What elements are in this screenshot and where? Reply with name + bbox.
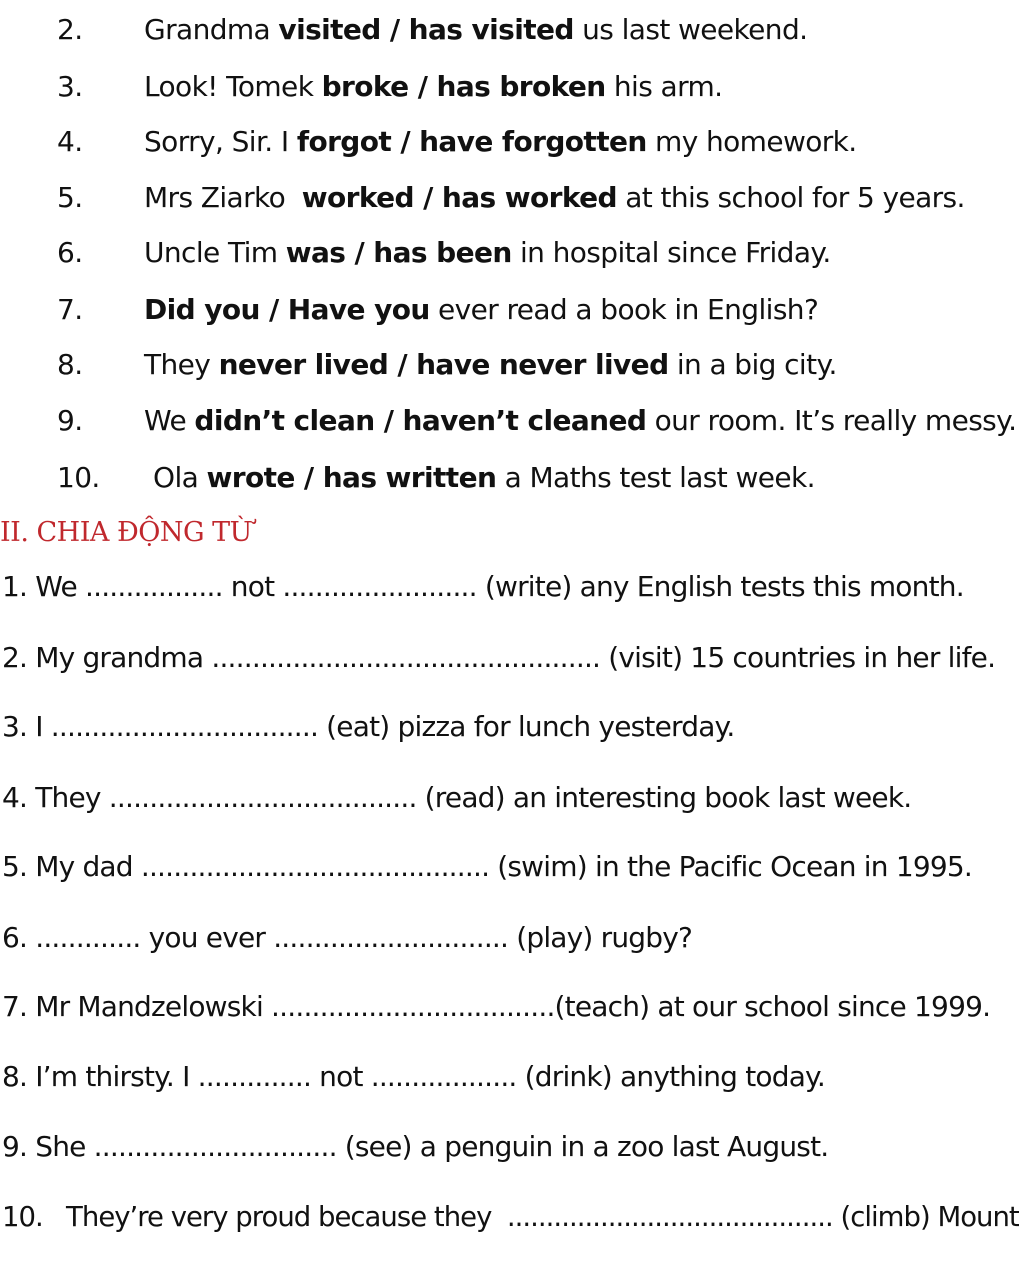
item-number: 6. [57, 236, 83, 269]
item-number: 4. [57, 125, 83, 158]
item-number: 5. [57, 181, 83, 214]
item-sentence: We didn’t clean / haven’t cleaned our room. It’s really messy. [144, 404, 1017, 437]
item-sentence: Grandma visited / has visited us last weekend. [144, 13, 808, 46]
item-sentence: Did you / Have you ever read a book in English? [144, 293, 819, 326]
list-item: 5. My dad ........................................... (swim) in the Pacific Ocean in 1995. [2, 850, 972, 883]
list-item: 2. My grandma ................................................ (visit) 15 countries in her life. [2, 641, 996, 674]
item-sentence: They never lived / have never lived in a big city. [144, 348, 837, 381]
list-item: 4. They ...................................... (read) an interesting book last week. [2, 781, 912, 814]
list-item: 6. ............. you ever ............................. (play) rugby? [2, 921, 693, 954]
item-sentence: Sorry, Sir. I forgot / have forgotten my homework. [144, 125, 857, 158]
item-sentence: Uncle Tim was / has been in hospital since Friday. [144, 236, 831, 269]
list-item: 9. She .............................. (see) a penguin in a zoo last August. [2, 1130, 829, 1163]
item-number: 7. [57, 293, 83, 326]
list-item: 7. Mr Mandzelowski ...................................(teach) at our school since 1999. [2, 990, 991, 1023]
list-item: 8. I’m thirsty. I .............. not .................. (drink) anything today. [2, 1060, 825, 1093]
item-sentence: Ola wrote / has written a Maths test last week. [153, 461, 815, 494]
list-item: 1. We ................. not ........................ (write) any English tests this month. [2, 570, 964, 603]
item-number: 8. [57, 348, 83, 381]
item-sentence: Look! Tomek broke / has broken his arm. [144, 70, 723, 103]
item-number: 3. [57, 70, 83, 103]
item-number: 2. [57, 13, 83, 46]
item-number: 9. [57, 404, 83, 437]
item-sentence: Mrs Ziarko worked / has worked at this school for 5 years. [144, 181, 965, 214]
item-number: 10. [57, 461, 100, 494]
list-item: 3. I ................................. (eat) pizza for lunch yesterday. [2, 710, 735, 743]
section-title: II. CHIA ĐỘNG TỪ [0, 517, 252, 548]
list-item: 10. They’re very proud because they .......................................... (climb) Mount [2, 1200, 1019, 1233]
